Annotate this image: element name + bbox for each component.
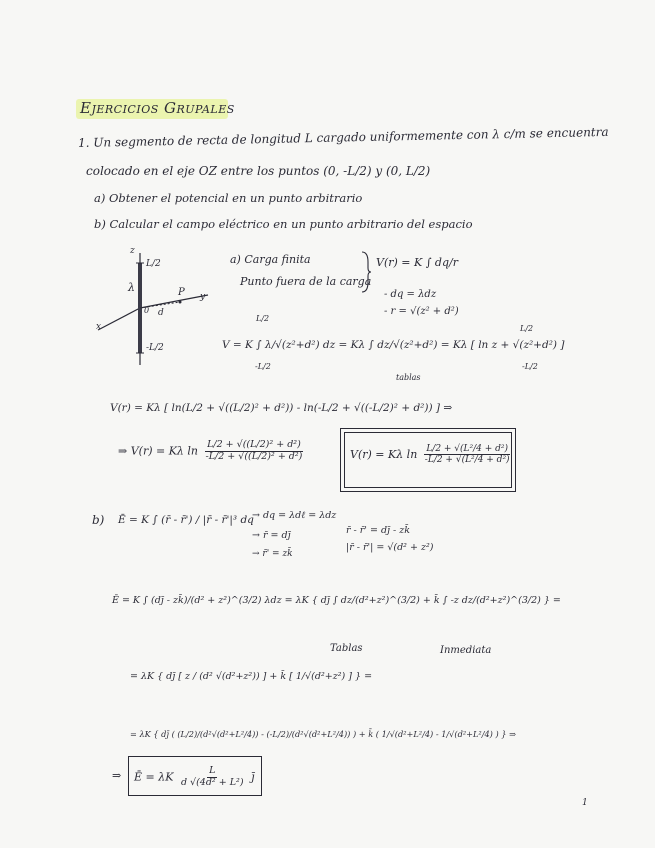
problem-item-b: b) Calcular el campo eléctrico en un punto arbitrario del espacio — [94, 217, 473, 231]
potential-integral: V = K ∫ λ/√(z²+d²) dz = Kλ ∫ dz/√(z²+d²) = Kλ [ ln z + √(z²+d²) ] — [222, 339, 565, 351]
field-step-2: = λK { dj̄ [ z / (d² √(d²+z²)) ] + k̄ [ 1/√(d²+z²) ] } = — [130, 671, 373, 682]
potential-evaluation: V(r) = Kλ [ ln(L/2 + √((L/2)² + d²)) - ln(-L/2 + √((-L/2)² + d²)) ] ⇒ — [110, 402, 453, 414]
field-magnitude: |r̄ - r̄'| = √(d² + z²) — [346, 542, 434, 553]
problem-item-a: a) Obtener el potencial en un punto arbitrario — [94, 191, 363, 205]
tablas-note-b: Tablas — [330, 643, 363, 654]
problem-line-1: 1. Un segmento de recta de longitud L cargado uniformemente con λ c/m se encuentra — [77, 124, 609, 150]
potential-definition: V(r) = K ∫ dq/r — [376, 256, 458, 269]
field-definition: Ē = K ∫ (r̄ - r̄') / |r̄ - r̄'|³ dq — [118, 514, 254, 526]
bottom-limit-label: -L/2 — [146, 343, 164, 353]
part-b-label: b) — [92, 513, 105, 527]
integral-lower-right: -L/2 — [522, 362, 538, 371]
page-number: 1 — [582, 798, 588, 808]
field-integral: Ē = K ∫ (dj̄ - zk̄)/(d² + z²)^(3/2) λdz = λK { dj̄ ∫ dz/(d²+z²)^(3/2) + k̄ ∫ -z dz/(d²+z²)^(3/2) } = — [112, 595, 561, 606]
distance-label: d — [158, 308, 164, 318]
field-diff: r̄ - r̄' = dj̄ - zk̄ — [346, 525, 410, 536]
field-rp: → r̄' = zk̄ — [252, 549, 293, 559]
tablas-note: tablas — [396, 373, 421, 382]
inmediata-note: Inmediata — [440, 645, 492, 656]
field-step-3: = λK { dj̄ ( (L/2)/(d²√(d²+L²/4)) - (-L/2)/(d²√(d²+L²/4)) ) + k̄ ( 1/√(d²+L²/4) - 1/√(d²+L²/4) ) } ⇒ — [130, 729, 516, 739]
field-dq: → dq = λdℓ = λdz — [252, 510, 337, 521]
integral-upper-right: L/2 — [520, 324, 534, 333]
point-p-label: P — [178, 287, 185, 298]
field-boxed-result: Ē = λK $\frac{L}{\text{d √(4d² + L²)}}$ j̄ — [134, 765, 255, 788]
lambda-label: λ — [128, 281, 135, 294]
dq-relation: - dq = λdz — [384, 289, 437, 300]
brace — [360, 250, 372, 294]
integral-upper: L/2 — [256, 314, 270, 323]
final-arrow: ⇒ — [112, 769, 122, 782]
part-a-label: a) Carga finita — [230, 253, 311, 266]
r-relation: - r = √(z² + d²) — [384, 306, 459, 317]
axis-x-label: x — [96, 322, 102, 332]
field-r: → r̄ = dj̄ — [252, 530, 291, 541]
part-a-sub: Punto fuera de la carga — [240, 275, 372, 288]
axis-y-label: y — [200, 292, 206, 302]
page-title: Ejercicios Grupales — [80, 99, 235, 117]
potential-boxed-result: V(r) = Kλ ln $\frac{\text{L/2 + √(L²/4 + d²)}}{\text{-L/2 + √(L²/4 + d²)}}$ — [350, 444, 510, 466]
integral-lower: -L/2 — [255, 362, 271, 371]
origin-label: 0 — [144, 306, 150, 315]
axis-z-label: z — [130, 246, 135, 256]
potential-log-form: ⇒ V(r) = Kλ ln $\frac{\text{L/2 + √((L/2)² + d²)}}{\text{-L/2 + √((L/2)² + d²)}}$ — [118, 439, 303, 462]
top-limit-label: L/2 — [146, 259, 161, 269]
problem-line-2: colocado en el eje OZ entre los puntos (0, -L/2) y (0, L/2) — [86, 164, 431, 178]
